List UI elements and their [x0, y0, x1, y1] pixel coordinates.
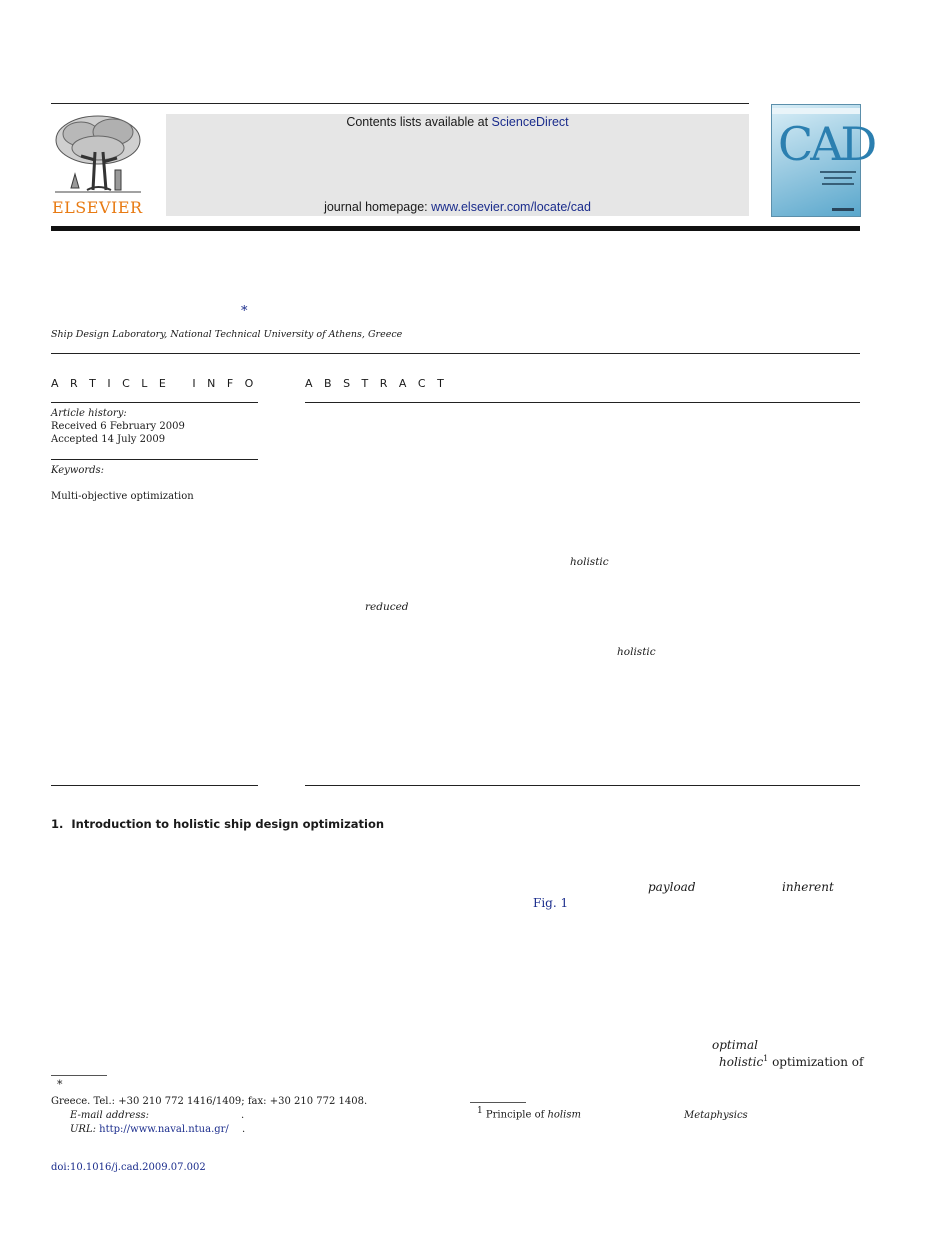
header-top-rule: [51, 103, 749, 104]
left-footnote-rule: [51, 1075, 107, 1076]
footnote-1: [477, 1106, 581, 1120]
keywords-label: Keywords:: [51, 465, 105, 476]
cad-journal-cover-icon: [771, 104, 875, 217]
article-info-heading: A R T I C L E I N F O: [51, 377, 258, 390]
footnote-1-holism: holism: [547, 1109, 581, 1121]
intro-fragment-holistic: holistic: [719, 1055, 764, 1069]
corresponding-author-mark[interactable]: *: [241, 304, 248, 319]
corresponding-footnote-mark: *: [57, 1078, 63, 1091]
history-rule: [51, 459, 258, 460]
email-end-dot: .: [241, 1110, 245, 1121]
abstract-fragment-reduced: reduced: [365, 601, 409, 613]
url-label: URL:: [70, 1124, 96, 1135]
intro-fragment-optimization-of: optimization of: [768, 1055, 864, 1069]
received-date: Received 6 February 2009: [51, 421, 185, 432]
intro-line-holistic: [719, 1054, 863, 1069]
footnote-1-number: 1: [477, 1106, 483, 1116]
accepted-date: Accepted 14 July 2009: [51, 434, 166, 445]
homepage-line: [166, 199, 749, 215]
footnote-1-marker[interactable]: 1: [763, 1054, 769, 1063]
cover-title: CAD: [778, 117, 875, 171]
article-history-label: Article history:: [51, 408, 127, 419]
url-end-dot: .: [241, 1124, 246, 1135]
article-history: [51, 407, 258, 446]
intro-fragment-payload: payload: [648, 880, 696, 894]
abstract-bottom-rule: [305, 785, 860, 786]
homepage-prefix: journal homepage:: [324, 200, 432, 214]
footnote-address: Greece. Tel.: +30 210 772 1416/1409; fax: +30 210 772 1408.: [51, 1096, 368, 1107]
intro-fragment-optimal: optimal: [712, 1038, 758, 1052]
doi-link[interactable]: doi:10.1016/j.cad.2009.07.002: [51, 1162, 206, 1173]
article-info-bottom-rule: [51, 785, 258, 786]
contents-line: [166, 114, 749, 130]
right-footnote-rule: [470, 1102, 526, 1103]
footnote-email: [70, 1109, 245, 1122]
footnote-1-metaphysics: Metaphysics: [684, 1110, 748, 1121]
figure-1-reference-link[interactable]: Fig. 1: [533, 896, 569, 910]
affiliation-rule: [51, 353, 860, 354]
contents-prefix: Contents lists available at: [346, 115, 492, 129]
publisher-name: ELSEVIER: [52, 198, 143, 217]
sciencedirect-link[interactable]: ScienceDirect: [491, 115, 569, 129]
footnote-url: [70, 1123, 245, 1136]
email-label: E-mail address:: [70, 1110, 149, 1121]
abstract-fragment-holistic-2: holistic: [617, 646, 656, 658]
abstract-heading: A B S T R A C T: [305, 377, 448, 390]
naval-ntua-url-link[interactable]: http://www.naval.ntua.gr/: [99, 1124, 229, 1135]
footnote-1-prefix: Principle of: [485, 1109, 548, 1121]
intro-fragment-inherent: inherent: [782, 880, 834, 894]
article-info-rule: [51, 402, 258, 403]
journal-homepage-link[interactable]: www.elsevier.com/locate/cad: [431, 200, 591, 214]
section-1-heading: 1. Introduction to holistic ship design optimization: [51, 817, 385, 831]
header-thick-rule: [51, 226, 860, 231]
abstract-rule: [305, 402, 860, 403]
keyword-item: Multi-objective optimization: [51, 491, 194, 502]
affiliation: Ship Design Laboratory, National Technical University of Athens, Greece: [51, 329, 403, 340]
elsevier-tree-logo-icon: [51, 112, 145, 198]
abstract-fragment-holistic-1: holistic: [570, 556, 609, 568]
